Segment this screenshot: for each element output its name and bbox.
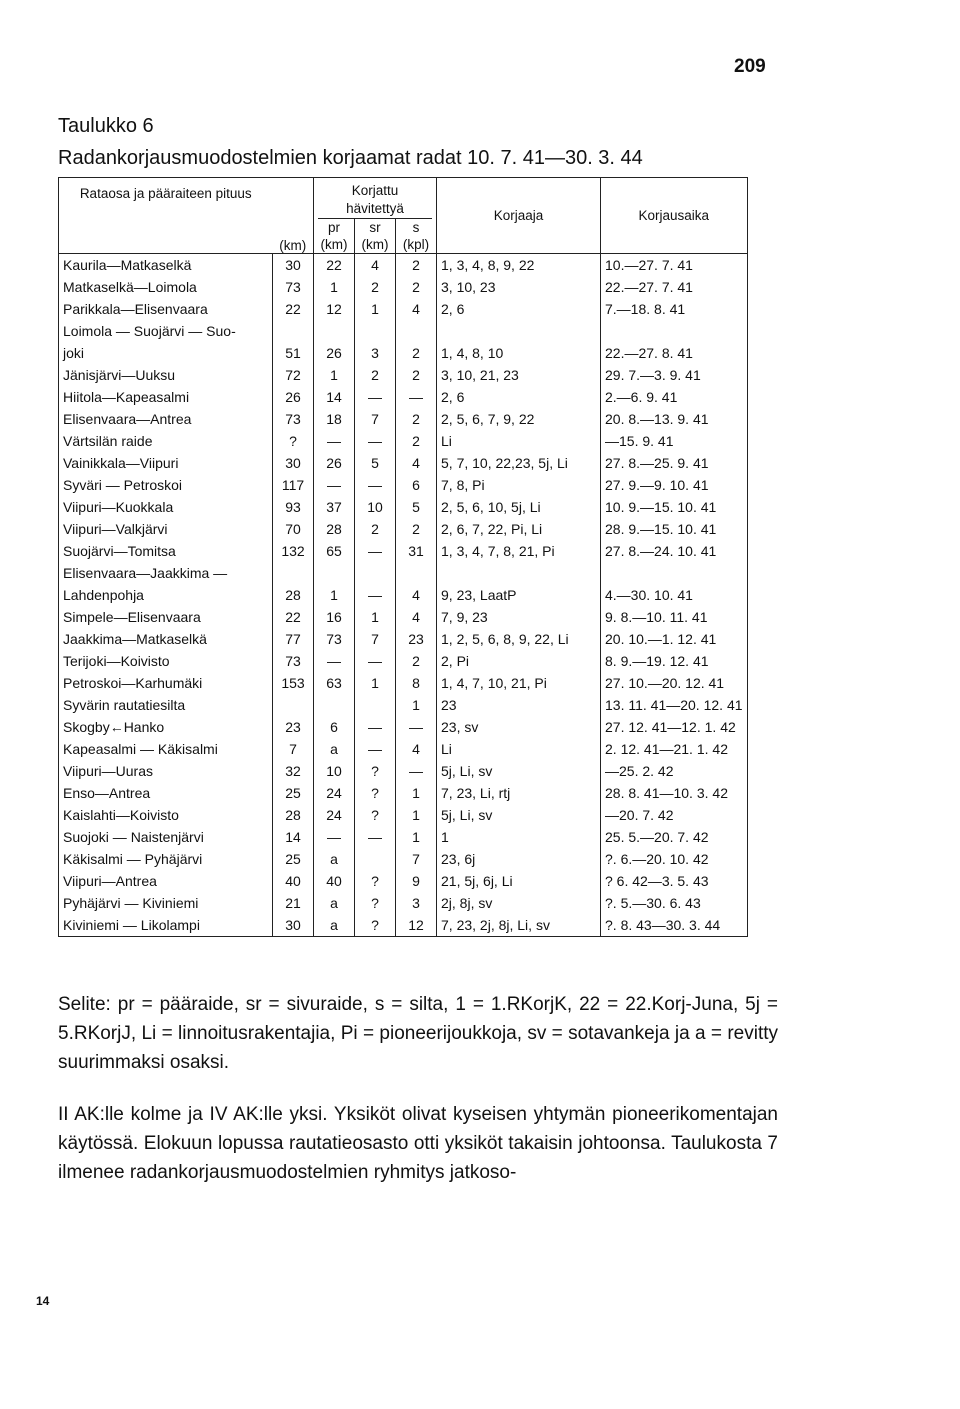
table-row	[59, 474, 748, 496]
route-cell: Kiviniemi — Likolampi	[63, 917, 200, 933]
table-row	[59, 386, 748, 408]
sr-cell: —	[355, 474, 396, 496]
route-cell: Skogby←Hanko	[63, 719, 165, 735]
table-header	[59, 178, 748, 254]
korjaaja-cell: 1, 3, 4, 8, 9, 22	[437, 254, 601, 277]
route-cell: Suojärvi—Tomitsa	[63, 543, 176, 559]
route-cell: Loimola — Suojärvi — Suo-	[63, 323, 236, 339]
route-cell: joki	[63, 345, 85, 361]
repair-table	[58, 177, 748, 937]
korjausaika-cell: ?. 5.—30. 6. 43	[601, 892, 748, 914]
route-cell: Enso—Antrea	[63, 785, 151, 801]
pr-cell: 24	[314, 782, 355, 804]
s-cell: 1	[396, 694, 437, 716]
table-row	[59, 518, 748, 540]
km-cell: 30	[273, 914, 314, 937]
korjausaika-cell: ?. 6.—20. 10. 42	[601, 848, 748, 870]
s-cell: 7	[396, 848, 437, 870]
pr-cell	[314, 562, 355, 584]
table-row	[59, 298, 748, 320]
sr-cell	[355, 320, 396, 342]
s-cell: 4	[396, 452, 437, 474]
korjausaika-cell: 28. 8. 41—10. 3. 42	[601, 782, 748, 804]
km-cell: 23	[273, 716, 314, 738]
s-cell: 2	[396, 408, 437, 430]
table-row	[59, 782, 748, 804]
sr-cell: 1	[355, 298, 396, 320]
pr-cell: 37	[314, 496, 355, 518]
pr-cell: —	[314, 474, 355, 496]
sr-cell	[355, 694, 396, 716]
korjausaika-cell: 27. 12. 41—12. 1. 42	[601, 716, 748, 738]
sr-cell: 2	[355, 518, 396, 540]
table-row	[59, 584, 748, 606]
sr-cell: ?	[355, 760, 396, 782]
sr-cell	[355, 562, 396, 584]
korjausaika-cell: 22.—27. 7. 41	[601, 276, 748, 298]
korjaaja-cell: 2, 6	[437, 386, 601, 408]
korjausaika-cell: 2. 12. 41—21. 1. 42	[601, 738, 748, 760]
pr-cell: 40	[314, 870, 355, 892]
sr-cell: 4	[355, 254, 396, 277]
body-paragraph: II AK:lle kolme ja IV AK:lle yksi. Yksiköt olivat kyseisen yhtymän pioneerikomentajan käytössä. Elokuun lopussa rautatieosasto otti yksiköt takaisin johtoonsa. Taulukosta 7 ilmenee radankorjausmuodostelmien ryhmitys jatkoso-	[58, 1104, 778, 1183]
km-cell: 73	[273, 408, 314, 430]
sr-cell: 3	[355, 342, 396, 364]
korjaaja-cell: 7, 23, Li, rtj	[437, 782, 601, 804]
s-cell: 8	[396, 672, 437, 694]
pr-cell: 24	[314, 804, 355, 826]
pr-cell: 14	[314, 386, 355, 408]
sr-cell: —	[355, 430, 396, 452]
s-cell: 1	[396, 826, 437, 848]
km-cell: 132	[273, 540, 314, 562]
table-row	[59, 364, 748, 386]
legend-text: Selite: pr = pääraide, sr = sivuraide, s = silta, 1 = 1.RKorjK, 22 = 22.Korj-Juna, 5j = 5.RKorjJ, Li = linnoitusrakentajia, Pi = pioneerijoukkoja, sv = sotavankeja ja a = revitty suurimmaksi osaksi.	[58, 994, 778, 1073]
korjausaika-cell	[601, 320, 748, 342]
sr-cell: 5	[355, 452, 396, 474]
s-cell: 12	[396, 914, 437, 937]
sr-cell: 2	[355, 364, 396, 386]
s-cell: 4	[396, 298, 437, 320]
km-cell: 22	[273, 606, 314, 628]
table-row	[59, 914, 748, 937]
km-cell: 30	[273, 452, 314, 474]
korjaaja-cell: 2, 6, 7, 22, Pi, Li	[437, 518, 601, 540]
korjaaja-cell: 3, 10, 23	[437, 276, 601, 298]
s-cell: 4	[396, 606, 437, 628]
route-cell: Elisenvaara—Antrea	[63, 411, 192, 427]
pr-cell: a	[314, 892, 355, 914]
header-korjausaika: Korjausaika	[601, 178, 748, 254]
pr-cell	[314, 694, 355, 716]
korjaaja-cell: Li	[437, 738, 601, 760]
korjausaika-cell: 22.—27. 8. 41	[601, 342, 748, 364]
korjaaja-cell: 1, 3, 4, 7, 8, 21, Pi	[437, 540, 601, 562]
pr-cell: 63	[314, 672, 355, 694]
route-cell: Pyhäjärvi — Kiviniemi	[63, 895, 199, 911]
km-cell: 153	[273, 672, 314, 694]
korjausaika-cell: —15. 9. 41	[601, 430, 748, 452]
korjausaika-cell	[601, 562, 748, 584]
table-row	[59, 276, 748, 298]
sr-cell: —	[355, 738, 396, 760]
korjausaika-cell: 20. 8.—13. 9. 41	[601, 408, 748, 430]
table-row	[59, 320, 748, 342]
s-cell: —	[396, 716, 437, 738]
s-cell: 2	[396, 364, 437, 386]
km-cell: ?	[273, 430, 314, 452]
pr-cell: 73	[314, 628, 355, 650]
s-cell	[396, 562, 437, 584]
korjaaja-cell: 5j, Li, sv	[437, 760, 601, 782]
km-cell: 25	[273, 782, 314, 804]
korjaaja-cell: 1, 4, 8, 10	[437, 342, 601, 364]
table-row	[59, 738, 748, 760]
km-cell	[273, 320, 314, 342]
header-sr-unit: (km)	[355, 235, 396, 254]
korjausaika-cell: 2.—6. 9. 41	[601, 386, 748, 408]
s-cell: 1	[396, 782, 437, 804]
route-cell: Kapeasalmi — Käkisalmi	[63, 741, 218, 757]
pr-cell: a	[314, 914, 355, 937]
route-cell: Syvärin rautatiesilta	[63, 697, 186, 713]
korjaaja-cell: 5, 7, 10, 22,23, 5j, Li	[437, 452, 601, 474]
pr-cell: —	[314, 650, 355, 672]
pr-cell: —	[314, 826, 355, 848]
korjausaika-cell: 20. 10.—1. 12. 41	[601, 628, 748, 650]
route-cell: Värtsilän raide	[63, 433, 153, 449]
route-cell: Syväri — Petroskoi	[63, 477, 183, 493]
header-s: s	[396, 219, 437, 235]
pr-cell: 1	[314, 584, 355, 606]
sr-cell: 1	[355, 606, 396, 628]
km-cell: 26	[273, 386, 314, 408]
km-cell: 32	[273, 760, 314, 782]
route-cell: Lahdenpohja	[63, 587, 144, 603]
route-cell: Hiitola—Kapeasalmi	[63, 389, 190, 405]
route-cell: Suojoki — Naistenjärvi	[63, 829, 204, 845]
km-cell: 51	[273, 342, 314, 364]
pr-cell	[314, 320, 355, 342]
sr-cell	[355, 848, 396, 870]
header-pr: pr	[314, 219, 355, 235]
s-cell: 4	[396, 738, 437, 760]
table-row	[59, 870, 748, 892]
pr-cell: 18	[314, 408, 355, 430]
korjausaika-cell: —20. 7. 42	[601, 804, 748, 826]
korjausaika-cell: —25. 2. 42	[601, 760, 748, 782]
sr-cell: ?	[355, 870, 396, 892]
header-sr: sr	[355, 219, 396, 235]
table-row	[59, 254, 748, 277]
table-row	[59, 804, 748, 826]
s-cell: —	[396, 386, 437, 408]
header-korjaaja: Korjaaja	[437, 178, 601, 254]
korjausaika-cell: 10. 9.—15. 10. 41	[601, 496, 748, 518]
korjaaja-cell	[437, 562, 601, 584]
route-cell: Kaislahti—Koivisto	[63, 807, 179, 823]
km-cell: 72	[273, 364, 314, 386]
sr-cell: ?	[355, 892, 396, 914]
route-cell: Terijoki—Koivisto	[63, 653, 170, 669]
s-cell: 1	[396, 804, 437, 826]
route-cell: Kaurila—Matkaselkä	[63, 257, 192, 273]
pr-cell: 26	[314, 452, 355, 474]
table-label: Taulukko 6	[58, 115, 154, 137]
route-cell: Vainikkala—Viipuri	[63, 455, 179, 471]
route-cell: Viipuri—Valkjärvi	[63, 521, 168, 537]
route-cell: Viipuri—Uuras	[63, 763, 153, 779]
route-cell: Viipuri—Antrea	[63, 873, 157, 889]
s-cell: 2	[396, 342, 437, 364]
korjaaja-cell: 2, Pi	[437, 650, 601, 672]
table-row	[59, 452, 748, 474]
pr-cell: 65	[314, 540, 355, 562]
table-row	[59, 848, 748, 870]
korjaaja-cell: 7, 9, 23	[437, 606, 601, 628]
km-cell: 117	[273, 474, 314, 496]
korjaaja-cell: 7, 8, Pi	[437, 474, 601, 496]
header-korjattu	[314, 178, 437, 220]
table-row	[59, 716, 748, 738]
s-cell: 2	[396, 430, 437, 452]
korjausaika-cell: 13. 11. 41—20. 12. 41	[601, 694, 748, 716]
korjaaja-cell: 23	[437, 694, 601, 716]
korjausaika-cell: 9. 8.—10. 11. 41	[601, 606, 748, 628]
sr-cell: —	[355, 386, 396, 408]
km-cell: 28	[273, 584, 314, 606]
sr-cell: 7	[355, 408, 396, 430]
header-pr-unit: (km)	[314, 235, 355, 254]
header-km: (km)	[279, 238, 307, 253]
table-row	[59, 606, 748, 628]
sr-cell: ?	[355, 782, 396, 804]
pr-cell: 28	[314, 518, 355, 540]
korjaaja-cell: 23, 6j	[437, 848, 601, 870]
route-cell: Parikkala—Elisenvaara	[63, 301, 208, 317]
korjaaja-cell: 3, 10, 21, 23	[437, 364, 601, 386]
table-row	[59, 496, 748, 518]
korjaaja-cell: 1	[437, 826, 601, 848]
sr-cell: —	[355, 716, 396, 738]
route-cell: Viipuri—Kuokkala	[63, 499, 174, 515]
km-cell: 93	[273, 496, 314, 518]
km-cell: 73	[273, 276, 314, 298]
table-row	[59, 342, 748, 364]
sr-cell: —	[355, 650, 396, 672]
korjausaika-cell: 4.—30. 10. 41	[601, 584, 748, 606]
header-route-label: Rataosa ja pääraiteen pituus	[79, 186, 252, 201]
korjausaika-cell: 29. 7.—3. 9. 41	[601, 364, 748, 386]
s-cell: 23	[396, 628, 437, 650]
route-cell: Matkaselkä—Loimola	[63, 279, 197, 295]
km-cell	[273, 562, 314, 584]
sr-cell: ?	[355, 804, 396, 826]
table-row	[59, 562, 748, 584]
korjausaika-cell: ?. 8. 43—30. 3. 44	[601, 914, 748, 937]
route-cell: Simpele—Elisenvaara	[63, 609, 201, 625]
korjaaja-cell: 7, 23, 2j, 8j, Li, sv	[437, 914, 601, 937]
route-cell: Käkisalmi — Pyhäjärvi	[63, 851, 203, 867]
header-korjattu-label: Korjattu	[351, 183, 399, 198]
korjaaja-cell: Li	[437, 430, 601, 452]
km-cell: 25	[273, 848, 314, 870]
km-cell	[273, 694, 314, 716]
km-cell: 77	[273, 628, 314, 650]
korjausaika-cell: 27. 8.—25. 9. 41	[601, 452, 748, 474]
pr-cell: 26	[314, 342, 355, 364]
km-cell: 28	[273, 804, 314, 826]
pr-cell: 1	[314, 364, 355, 386]
pr-cell: 10	[314, 760, 355, 782]
km-cell: 40	[273, 870, 314, 892]
korjaaja-cell: 2, 6	[437, 298, 601, 320]
pr-cell: 6	[314, 716, 355, 738]
s-cell: 6	[396, 474, 437, 496]
s-cell: 9	[396, 870, 437, 892]
table-row	[59, 650, 748, 672]
korjausaika-cell: 28. 9.—15. 10. 41	[601, 518, 748, 540]
s-cell: 31	[396, 540, 437, 562]
km-cell: 22	[273, 298, 314, 320]
s-cell: 2	[396, 518, 437, 540]
pr-cell: 12	[314, 298, 355, 320]
korjaaja-cell: 1, 4, 7, 10, 21, Pi	[437, 672, 601, 694]
table-row	[59, 672, 748, 694]
sr-cell: 10	[355, 496, 396, 518]
route-cell: Elisenvaara—Jaakkima —	[63, 565, 228, 581]
korjaaja-cell: 1, 2, 5, 6, 8, 9, 22, Li	[437, 628, 601, 650]
sr-cell: 2	[355, 276, 396, 298]
korjaaja-cell: 23, sv	[437, 716, 601, 738]
table-row	[59, 694, 748, 716]
s-cell: —	[396, 760, 437, 782]
korjausaika-cell: 8. 9.—19. 12. 41	[601, 650, 748, 672]
km-cell: 70	[273, 518, 314, 540]
km-cell: 73	[273, 650, 314, 672]
page-number: 209	[734, 56, 766, 77]
table-row	[59, 826, 748, 848]
s-cell: 3	[396, 892, 437, 914]
sr-cell: 1	[355, 672, 396, 694]
table-row	[59, 430, 748, 452]
km-cell: 14	[273, 826, 314, 848]
header-route	[59, 178, 273, 254]
s-cell	[396, 320, 437, 342]
route-cell: Jänisjärvi—Uuksu	[63, 367, 176, 383]
table-row	[59, 628, 748, 650]
pr-cell: 1	[314, 276, 355, 298]
sr-cell: —	[355, 826, 396, 848]
korjausaika-cell: 25. 5.—20. 7. 42	[601, 826, 748, 848]
korjausaika-cell: ? 6. 42—3. 5. 43	[601, 870, 748, 892]
korjaaja-cell	[437, 320, 601, 342]
pr-cell: —	[314, 430, 355, 452]
table-body	[59, 254, 748, 937]
s-cell: 2	[396, 254, 437, 277]
km-cell: 30	[273, 254, 314, 277]
sr-cell: —	[355, 540, 396, 562]
table-caption: Radankorjausmuodostelmien korjaamat radat 10. 7. 41—30. 3. 44	[58, 147, 643, 169]
korjaaja-cell: 21, 5j, 6j, Li	[437, 870, 601, 892]
table-row	[59, 408, 748, 430]
s-cell: 2	[396, 276, 437, 298]
korjausaika-cell: 10.—27. 7. 41	[601, 254, 748, 277]
header-s-unit: (kpl)	[396, 235, 437, 254]
km-cell: 7	[273, 738, 314, 760]
header-havitetty-label: hävitettyä	[318, 200, 432, 219]
header-km-spacer	[273, 178, 314, 254]
korjausaika-cell: 7.—18. 8. 41	[601, 298, 748, 320]
route-cell: Petroskoi—Karhumäki	[63, 675, 203, 691]
pr-cell: 22	[314, 254, 355, 277]
table-row	[59, 760, 748, 782]
route-cell: Jaakkima—Matkaselkä	[63, 631, 207, 647]
km-cell: 21	[273, 892, 314, 914]
korjaaja-cell: 2, 5, 6, 10, 5j, Li	[437, 496, 601, 518]
pr-cell: a	[314, 848, 355, 870]
table-row	[59, 892, 748, 914]
sr-cell: 7	[355, 628, 396, 650]
table-row	[59, 540, 748, 562]
korjaaja-cell: 9, 23, LaatP	[437, 584, 601, 606]
korjaaja-cell: 2j, 8j, sv	[437, 892, 601, 914]
sr-cell: —	[355, 584, 396, 606]
korjausaika-cell: 27. 9.—9. 10. 41	[601, 474, 748, 496]
korjausaika-cell: 27. 10.—20. 12. 41	[601, 672, 748, 694]
s-cell: 4	[396, 584, 437, 606]
sr-cell: ?	[355, 914, 396, 937]
pr-cell: a	[314, 738, 355, 760]
footer-number: 14	[36, 1294, 50, 1308]
korjaaja-cell: 5j, Li, sv	[437, 804, 601, 826]
korjaaja-cell: 2, 5, 6, 7, 9, 22	[437, 408, 601, 430]
pr-cell: 16	[314, 606, 355, 628]
s-cell: 2	[396, 650, 437, 672]
s-cell: 5	[396, 496, 437, 518]
korjausaika-cell: 27. 8.—24. 10. 41	[601, 540, 748, 562]
